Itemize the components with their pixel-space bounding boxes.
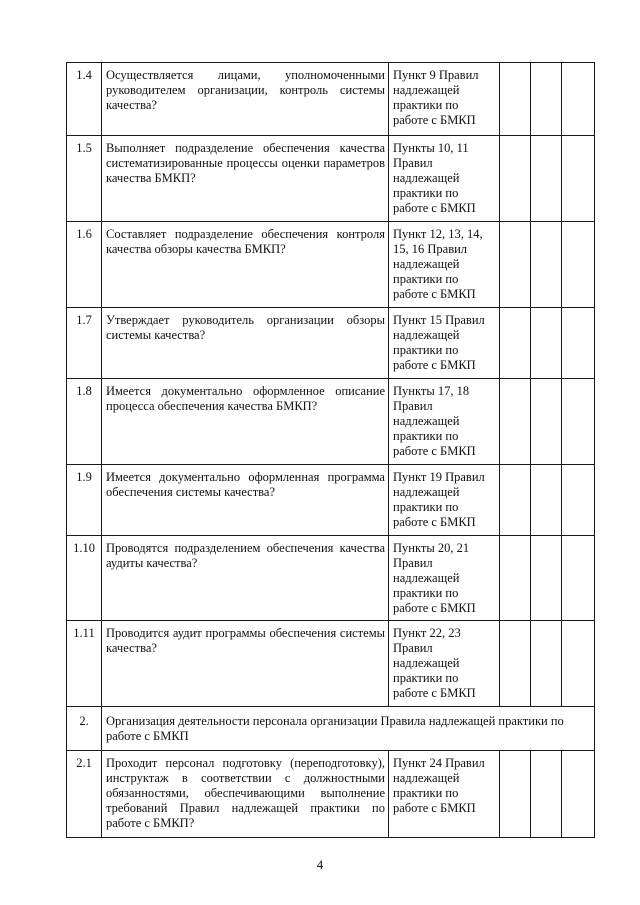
row-number: 1.5 bbox=[67, 136, 102, 222]
answer-cell-note bbox=[562, 136, 595, 222]
answer-cell-no bbox=[531, 379, 562, 465]
row-question: Выполняет подразделение обеспечения качества систематизированные процессы оценки параметров качества БМКП? bbox=[102, 136, 389, 222]
row-question: Проходит персонал подготовку (переподготовку), инструктаж в соответствии с должностными обязанностями, обеспечивающими выполнение требований Правил надлежащей практики по работе с БМКП? bbox=[102, 751, 389, 838]
checklist-table bbox=[66, 62, 595, 838]
answer-cell-yes bbox=[500, 222, 531, 308]
answer-cell-yes bbox=[500, 536, 531, 621]
row-question: Имеется документально оформленная программа обеспечения системы качества? bbox=[102, 465, 389, 536]
row-question: Составляет подразделение обеспечения контроля качества обзоры качества БМКП? bbox=[102, 222, 389, 308]
table-row bbox=[67, 465, 595, 536]
answer-cell-no bbox=[531, 621, 562, 707]
table-row bbox=[67, 222, 595, 308]
answer-cell-yes bbox=[500, 751, 531, 838]
row-number: 1.11 bbox=[67, 621, 102, 707]
table-row bbox=[67, 751, 595, 838]
row-reference: Пункт 15 Правил надлежащей практики по работе с БМКП bbox=[389, 308, 500, 379]
answer-cell-yes bbox=[500, 465, 531, 536]
answer-cell-yes bbox=[500, 63, 531, 136]
row-reference: Пункты 10, 11 Правил надлежащей практики по работе с БМКП bbox=[389, 136, 500, 222]
answer-cell-note bbox=[562, 63, 595, 136]
table-row bbox=[67, 379, 595, 465]
page-number: 4 bbox=[316, 857, 324, 872]
table-row bbox=[67, 136, 595, 222]
answer-cell-note bbox=[562, 222, 595, 308]
section-number: 2. bbox=[67, 707, 102, 751]
answer-cell-note bbox=[562, 465, 595, 536]
answer-cell-yes bbox=[500, 621, 531, 707]
answer-cell-note bbox=[562, 621, 595, 707]
table-row bbox=[67, 536, 595, 621]
answer-cell-yes bbox=[500, 136, 531, 222]
row-reference: Пункт 9 Правил надлежащей практики по работе с БМКП bbox=[389, 63, 500, 136]
row-number: 1.7 bbox=[67, 308, 102, 379]
row-number: 1.6 bbox=[67, 222, 102, 308]
row-question: Проводятся подразделением обеспечения качества аудиты качества? bbox=[102, 536, 389, 621]
row-reference: Пункт 12, 13, 14, 15, 16 Правил надлежащей практики по работе с БМКП bbox=[389, 222, 500, 308]
row-number: 1.4 bbox=[67, 63, 102, 136]
answer-cell-no bbox=[531, 308, 562, 379]
row-number: 1.9 bbox=[67, 465, 102, 536]
row-reference: Пункт 19 Правил надлежащей практики по работе с БМКП bbox=[389, 465, 500, 536]
answer-cell-note bbox=[562, 379, 595, 465]
answer-cell-no bbox=[531, 465, 562, 536]
answer-cell-yes bbox=[500, 308, 531, 379]
row-reference: Пункты 20, 21 Правил надлежащей практики по работе с БМКП bbox=[389, 536, 500, 621]
answer-cell-yes bbox=[500, 379, 531, 465]
row-reference: Пункт 22, 23 Правил надлежащей практики по работе с БМКП bbox=[389, 621, 500, 707]
row-question: Имеется документально оформленное описание процесса обеспечения качества БМКП? bbox=[102, 379, 389, 465]
row-number: 1.10 bbox=[67, 536, 102, 621]
row-question: Утверждает руководитель организации обзоры системы качества? bbox=[102, 308, 389, 379]
answer-cell-no bbox=[531, 63, 562, 136]
row-reference: Пункты 17, 18 Правил надлежащей практики по работе с БМКП bbox=[389, 379, 500, 465]
answer-cell-no bbox=[531, 222, 562, 308]
table-row bbox=[67, 621, 595, 707]
answer-cell-note bbox=[562, 751, 595, 838]
answer-cell-note bbox=[562, 308, 595, 379]
answer-cell-no bbox=[531, 536, 562, 621]
answer-cell-no bbox=[531, 136, 562, 222]
row-number: 1.8 bbox=[67, 379, 102, 465]
section-title: Организация деятельности персонала организации Правила надлежащей практики по работе с БМКП bbox=[102, 707, 595, 751]
table-row bbox=[67, 308, 595, 379]
row-number: 2.1 bbox=[67, 751, 102, 838]
table-row bbox=[67, 63, 595, 136]
row-reference: Пункт 24 Правил надлежащей практики по работе с БМКП bbox=[389, 751, 500, 838]
row-question: Проводится аудит программы обеспечения системы качества? bbox=[102, 621, 389, 707]
answer-cell-no bbox=[531, 751, 562, 838]
row-question: Осуществляется лицами, уполномоченными руководителем организации, контроль системы качества? bbox=[102, 63, 389, 136]
answer-cell-note bbox=[562, 536, 595, 621]
section-row bbox=[67, 707, 595, 751]
